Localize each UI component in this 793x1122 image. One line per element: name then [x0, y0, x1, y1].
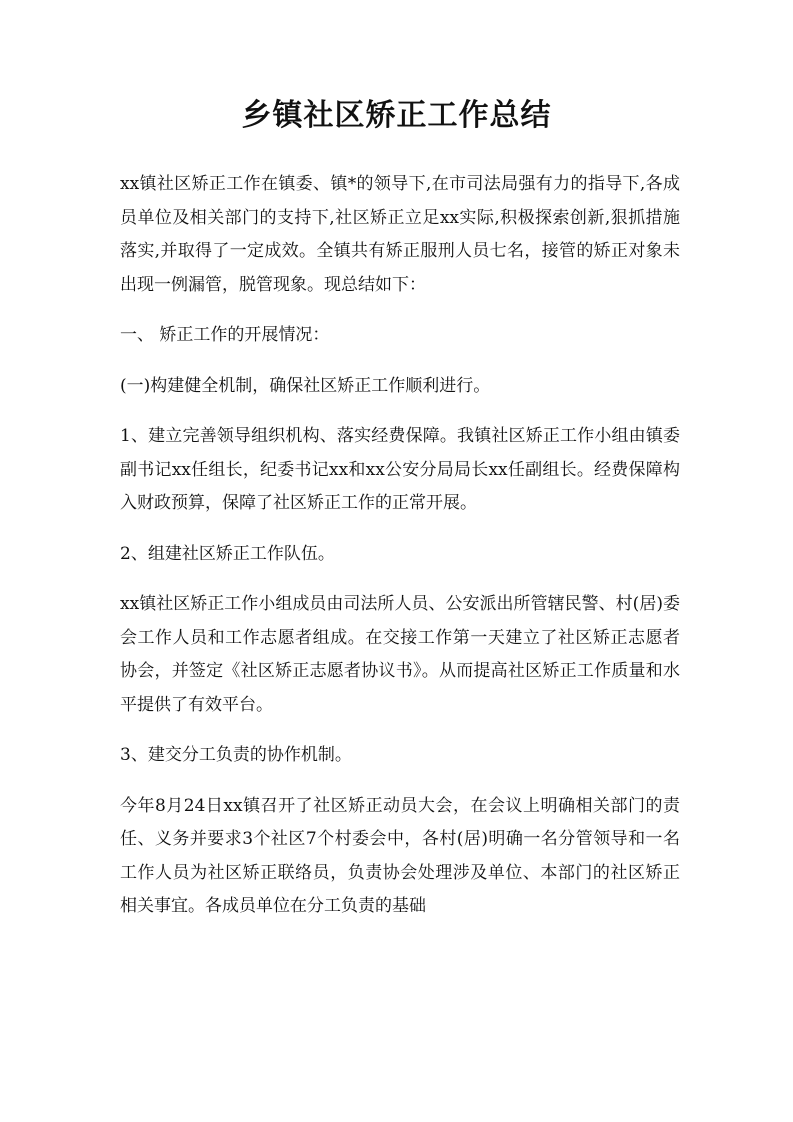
document-body: [120, 168, 680, 941]
item-heading-2: 2、组建社区矫正工作队伍。: [120, 543, 335, 564]
paragraph-intro: xx镇社区矫正工作在镇委、镇*的领导下,在市司法局强有力的指导下,各成员单位及相关部门的支持下,社区矫正立足xx实际,积极探索创新,狠抓措施落实,并取得了一定成效。全镇共有矫正服刑人员七名，接管的矫正对象未出现一例漏管，脱管现象。现总结如下：: [120, 174, 680, 295]
paragraph-item-2: xx镇社区矫正工作小组成员由司法所人员、公安派出所管辖民警、村(居)委会工作人员和工作志愿者组成。在交接工作第一天建立了社区矫正志愿者协会，并签定《社区矫正志愿者协议书》。从而提高社区矫正工作质量和水平提供了有效平台。: [120, 594, 680, 715]
section-heading-1: 一、 矫正工作的开展情况：: [120, 325, 330, 345]
paragraph-item-1: 1、建立完善领导组织机构、落实经费保障。我镇社区矫正工作小组由镇委副书记xx任组长，纪委书记xx和xx公安分局局长xx任副组长。经费保障构入财政预算，保障了社区矫正工作的正常开展。: [120, 426, 680, 513]
subsection-heading-1: (一)构建健全机制，确保社区矫正工作顺利进行。: [120, 375, 491, 396]
item-heading-3: 3、建交分工负责的协作机制。: [120, 745, 352, 765]
paragraph-item-3: 今年8月24日xx镇召开了社区矫正动员大会，在会议上明确相关部门的责任、义务并要求3个社区7个村委会中，各村(居)明确一名分管领导和一名工作人员为社区矫正联络员，负责协会处理涉及单位、本部门的社区矫正相关事宜。各成员单位在分工负责的基础: [120, 795, 680, 916]
document-title: 乡镇社区矫正工作总结: [241, 98, 552, 133]
